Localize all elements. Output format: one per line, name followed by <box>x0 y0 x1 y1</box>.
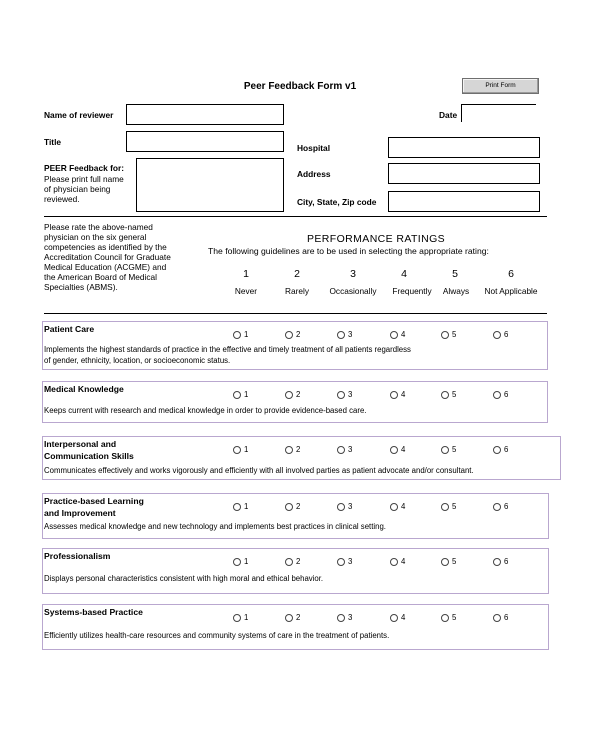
radio-label: 6 <box>504 613 509 622</box>
radio-label: 5 <box>452 502 457 511</box>
competency-title-line: Medical Knowledge <box>44 384 124 394</box>
rating-radio[interactable] <box>337 557 352 566</box>
rating-radio[interactable] <box>390 445 405 454</box>
performance-ratings-subtitle: The following guidelines are to be used in selecting the appropriate rating: <box>208 246 489 256</box>
physician-name-field[interactable] <box>136 158 284 212</box>
rating-radio[interactable] <box>233 445 248 454</box>
instruction-line: competencies as identified by the <box>44 242 167 252</box>
divider <box>44 216 547 217</box>
radio-circle-icon[interactable] <box>390 446 398 454</box>
instruction-line: physician on the six general <box>44 232 147 242</box>
reviewer-label: Name of reviewer <box>44 110 114 120</box>
radio-label: 1 <box>244 330 249 339</box>
competency-description-line: Assesses medical knowledge and new technology and implements best practices in clinical setting. <box>44 522 386 531</box>
radio-circle-icon[interactable] <box>441 558 449 566</box>
radio-circle-icon[interactable] <box>233 331 241 339</box>
hospital-field[interactable] <box>388 137 540 158</box>
radio-label: 1 <box>244 557 249 566</box>
instruction-line: Specialties (ABMS). <box>44 282 118 292</box>
scale-number: 2 <box>294 268 300 280</box>
radio-circle-icon[interactable] <box>337 503 345 511</box>
radio-circle-icon[interactable] <box>441 391 449 399</box>
city-state-zip-label: City, State, Zip code <box>297 197 377 207</box>
rating-radio[interactable] <box>441 390 456 399</box>
rating-radio[interactable] <box>390 330 405 339</box>
radio-label: 1 <box>244 613 249 622</box>
radio-label: 6 <box>504 330 509 339</box>
rating-radio[interactable] <box>233 502 248 511</box>
radio-label: 2 <box>296 330 301 339</box>
radio-circle-icon[interactable] <box>285 614 293 622</box>
radio-label: 5 <box>452 613 457 622</box>
competency-title-line: Interpersonal and <box>44 439 117 449</box>
radio-circle-icon[interactable] <box>337 558 345 566</box>
hint-line: reviewed. <box>44 194 80 204</box>
competency-title <box>44 383 124 395</box>
scale-label: Never <box>234 286 258 296</box>
address-label: Address <box>297 169 331 179</box>
rating-radio[interactable] <box>493 330 508 339</box>
radio-circle-icon[interactable] <box>337 446 345 454</box>
radio-circle-icon[interactable] <box>285 446 293 454</box>
address-field[interactable] <box>388 163 540 184</box>
competency-description-line: Efficiently utilizes health-care resources and community systems of care in the treatment of patients. <box>44 631 390 640</box>
radio-circle-icon[interactable] <box>390 614 398 622</box>
rating-radio[interactable] <box>233 390 248 399</box>
competency-title-line: Systems-based Practice <box>44 607 143 617</box>
radio-circle-icon[interactable] <box>493 446 501 454</box>
rating-radio[interactable] <box>337 330 352 339</box>
radio-circle-icon[interactable] <box>441 331 449 339</box>
scale-number: 4 <box>401 268 407 280</box>
rating-radio[interactable] <box>441 445 456 454</box>
radio-circle-icon[interactable] <box>233 558 241 566</box>
instruction-line: Medical Education (ACGME) and <box>44 262 167 272</box>
radio-label: 2 <box>296 613 301 622</box>
radio-label: 1 <box>244 390 249 399</box>
radio-circle-icon[interactable] <box>493 503 501 511</box>
radio-circle-icon[interactable] <box>285 331 293 339</box>
performance-ratings-title: PERFORMANCE RATINGS <box>307 233 446 245</box>
competency-description <box>44 344 411 366</box>
reviewer-name-field[interactable] <box>126 104 284 125</box>
competency-description-line: Displays personal characteristics consistent with high moral and ethical behavior. <box>44 574 324 583</box>
radio-label: 3 <box>348 502 353 511</box>
radio-label: 3 <box>348 330 353 339</box>
radio-label: 5 <box>452 445 457 454</box>
scale-number: 1 <box>243 268 249 280</box>
radio-label: 6 <box>504 557 509 566</box>
rating-radio[interactable] <box>337 390 352 399</box>
competency-description <box>44 521 386 532</box>
radio-circle-icon[interactable] <box>233 391 241 399</box>
rating-radio[interactable] <box>285 557 300 566</box>
rating-radio[interactable] <box>337 445 352 454</box>
radio-label: 1 <box>244 502 249 511</box>
radio-circle-icon[interactable] <box>390 391 398 399</box>
rating-radio[interactable] <box>390 390 405 399</box>
rating-radio[interactable] <box>285 445 300 454</box>
scale-label: Not Applicable <box>484 286 538 296</box>
competency-title-line: Patient Care <box>44 324 95 334</box>
instruction-line: the American Board of Medical <box>44 272 157 282</box>
rating-radio[interactable] <box>441 613 456 622</box>
radio-label: 5 <box>452 557 457 566</box>
competency-title <box>44 606 143 618</box>
rating-radio[interactable] <box>441 502 456 511</box>
scale-label: Frequently <box>392 286 432 296</box>
competency-title-line: Practice-based Learning <box>44 496 144 506</box>
competency-title <box>44 438 134 462</box>
rating-radio[interactable] <box>493 613 508 622</box>
radio-label: 5 <box>452 390 457 399</box>
competency-description-line: of gender, ethnicity, location, or socioeconomic status. <box>44 356 231 365</box>
rating-instructions <box>44 222 204 292</box>
competency-title <box>44 550 110 562</box>
instruction-line: Please rate the above-named <box>44 222 153 232</box>
rating-radio[interactable] <box>441 330 456 339</box>
rating-radio[interactable] <box>493 557 508 566</box>
hospital-label: Hospital <box>297 143 331 153</box>
radio-circle-icon[interactable] <box>285 391 293 399</box>
competency-description <box>44 573 323 584</box>
city-state-zip-field[interactable] <box>388 191 540 212</box>
scale-label: Occasionally <box>329 286 377 296</box>
scale-number: 5 <box>452 268 458 280</box>
rating-radio[interactable] <box>390 502 405 511</box>
scale-label: Always <box>442 286 470 296</box>
rating-radio[interactable] <box>493 390 508 399</box>
radio-label: 4 <box>401 445 406 454</box>
radio-circle-icon[interactable] <box>233 503 241 511</box>
rating-radio[interactable] <box>285 502 300 511</box>
rating-radio[interactable] <box>493 502 508 511</box>
competency-description-line: Communicates effectively and works vigorously and efficiently with all involved parties as patient advocate and/or consultant. <box>44 466 474 475</box>
radio-circle-icon[interactable] <box>390 558 398 566</box>
rating-radio[interactable] <box>285 390 300 399</box>
radio-circle-icon[interactable] <box>441 446 449 454</box>
rating-radio[interactable] <box>337 613 352 622</box>
competency-section <box>42 548 549 594</box>
radio-circle-icon[interactable] <box>337 391 345 399</box>
rating-radio[interactable] <box>233 330 248 339</box>
date-field[interactable] <box>461 104 536 123</box>
competency-title <box>44 495 144 519</box>
radio-label: 4 <box>401 557 406 566</box>
radio-circle-icon[interactable] <box>233 446 241 454</box>
title-field[interactable] <box>126 131 284 152</box>
rating-radio[interactable] <box>441 557 456 566</box>
rating-radio[interactable] <box>337 502 352 511</box>
rating-radio[interactable] <box>493 445 508 454</box>
radio-circle-icon[interactable] <box>390 331 398 339</box>
radio-circle-icon[interactable] <box>337 614 345 622</box>
radio-label: 4 <box>401 390 406 399</box>
radio-circle-icon[interactable] <box>285 503 293 511</box>
radio-circle-icon[interactable] <box>493 391 501 399</box>
radio-circle-icon[interactable] <box>390 503 398 511</box>
scale-number: 3 <box>350 268 356 280</box>
radio-label: 2 <box>296 502 301 511</box>
radio-circle-icon[interactable] <box>337 331 345 339</box>
radio-circle-icon[interactable] <box>441 503 449 511</box>
rating-radio[interactable] <box>233 557 248 566</box>
divider <box>44 313 547 314</box>
rating-radio[interactable] <box>233 613 248 622</box>
form-title: Peer Feedback Form v1 <box>243 81 357 92</box>
radio-label: 1 <box>244 445 249 454</box>
radio-label: 3 <box>348 390 353 399</box>
radio-label: 3 <box>348 613 353 622</box>
rating-radio[interactable] <box>285 613 300 622</box>
hint-line: Please print full name <box>44 174 124 184</box>
print-form-button[interactable]: Print Form <box>462 78 539 94</box>
competency-description <box>44 465 474 476</box>
competency-title-line: Communication Skills <box>44 451 134 461</box>
radio-circle-icon[interactable] <box>493 331 501 339</box>
peer-feedback-hint <box>44 174 124 204</box>
date-label: Date <box>439 110 458 120</box>
radio-label: 2 <box>296 445 301 454</box>
instruction-line: Accreditation Council for Graduate <box>44 252 171 262</box>
scale-number: 6 <box>508 268 514 280</box>
peer-feedback-label: PEER Feedback for: <box>44 163 125 173</box>
competency-title <box>44 323 94 335</box>
radio-label: 3 <box>348 445 353 454</box>
radio-label: 4 <box>401 330 406 339</box>
radio-label: 6 <box>504 390 509 399</box>
rating-radio[interactable] <box>390 613 405 622</box>
radio-label: 4 <box>401 613 406 622</box>
radio-label: 5 <box>452 330 457 339</box>
radio-circle-icon[interactable] <box>233 614 241 622</box>
radio-label: 2 <box>296 557 301 566</box>
competency-title-line: Professionalism <box>44 551 111 561</box>
competency-title-line: and Improvement <box>44 508 116 518</box>
competency-description-line: Keeps current with research and medical knowledge in order to provide evidence-based care. <box>44 406 367 415</box>
title-label: Title <box>44 137 62 147</box>
radio-label: 3 <box>348 557 353 566</box>
competency-description <box>44 630 389 641</box>
radio-label: 2 <box>296 390 301 399</box>
radio-circle-icon[interactable] <box>493 614 501 622</box>
competency-description-line: Implements the highest standards of practice in the effective and timely treatment of all patients regardless <box>44 345 411 354</box>
radio-label: 6 <box>504 445 509 454</box>
hint-line: of physician being <box>44 184 111 194</box>
rating-radio[interactable] <box>285 330 300 339</box>
radio-circle-icon[interactable] <box>441 614 449 622</box>
radio-label: 6 <box>504 502 509 511</box>
radio-circle-icon[interactable] <box>493 558 501 566</box>
scale-label: Rarely <box>285 286 309 296</box>
radio-label: 4 <box>401 502 406 511</box>
competency-description <box>44 405 366 416</box>
radio-circle-icon[interactable] <box>285 558 293 566</box>
rating-radio[interactable] <box>390 557 405 566</box>
